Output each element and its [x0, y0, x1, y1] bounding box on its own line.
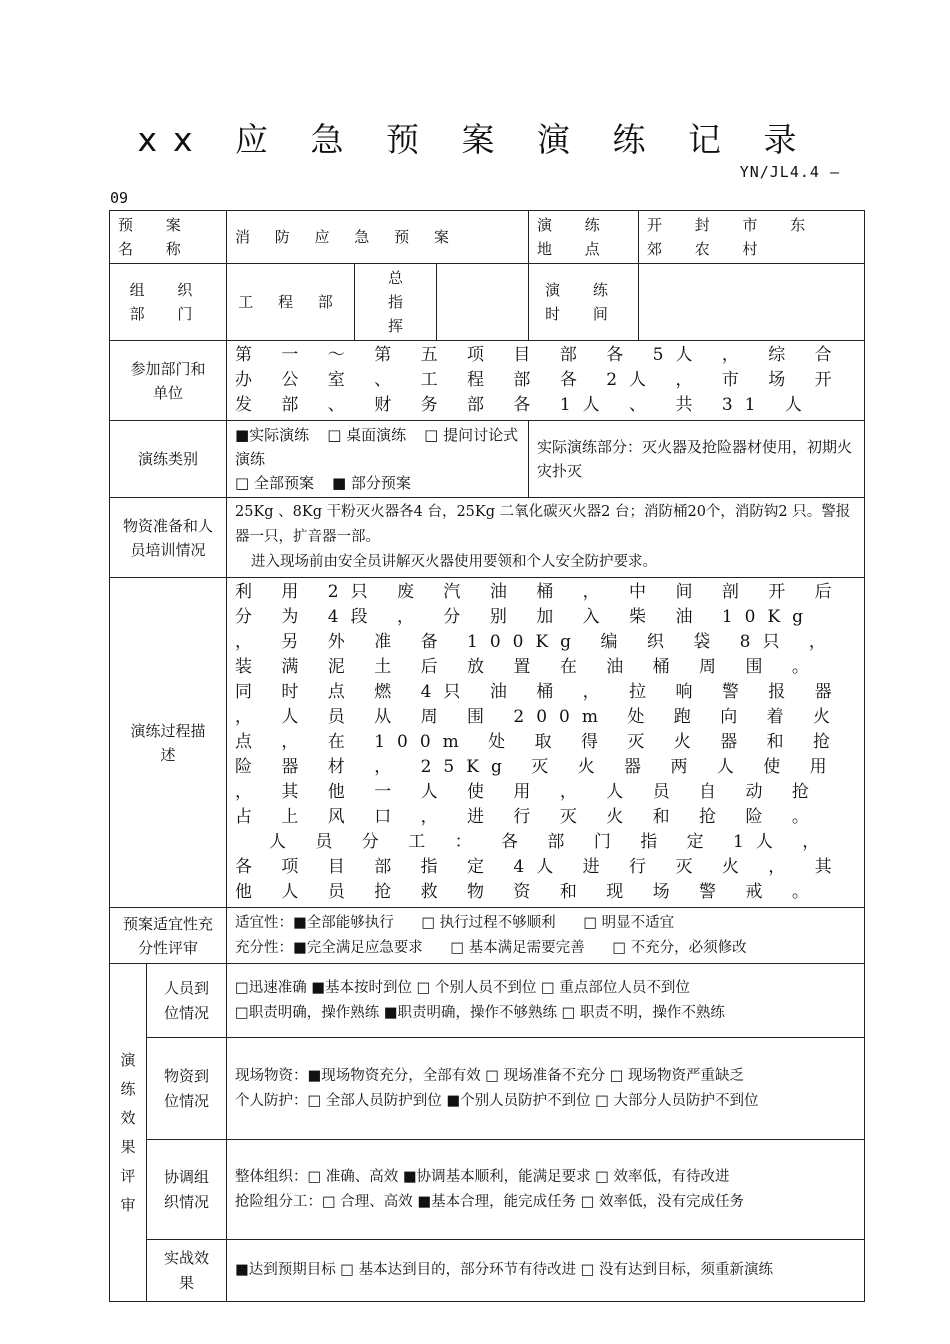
drill-type-detail: 实际演练部分：灭火器及抢险器材使用，初期火灾扑灭: [529, 421, 865, 498]
participants-value: 第 一 ～ 第 五 项 目 部 各 5人 ， 综 合 办 公 室 、 工 程 部 各 2人 ， 市 场 开 发 部 、 财 务 部 各 1人 、 共 31 人: [227, 341, 865, 421]
drill-time-label: 演 练 时 间: [529, 264, 639, 341]
participants-label: 参加部门和单位: [110, 341, 227, 421]
training-line: 进入现场前由安全员讲解灭火器使用要领和个人安全防护要求。: [251, 554, 657, 570]
document-title: xx 应 急 预 案 演 练 记 录: [137, 120, 813, 159]
drill-time-value: [639, 264, 865, 341]
personnel-label: 人员到位情况: [147, 964, 227, 1038]
option-discussion-drill: □ 提问讨论式演练: [235, 426, 519, 468]
commander-label: 总 指 挥: [355, 264, 437, 341]
org-dept-label: 组 织 部 门: [110, 264, 227, 341]
process-label: 演练过程描述: [110, 578, 227, 908]
materials-line: 25Kg 、8Kg 干粉灭火器各4 台，25Kg 二氧化碳灭火器2 台；消防桶20个，消防钩2 只。警报器一只，扩音器一部。: [235, 504, 851, 545]
drill-type-label: 演练类别: [110, 421, 227, 498]
plan-name-value: 消 防 应 急 预 案: [227, 211, 529, 264]
document-number-suffix: 09: [110, 189, 129, 207]
coordination-line-2: 抢险组分工：□ 合理、高效 ■基本合理，能完成任务 □ 效率低，没有完成任务: [235, 1193, 745, 1210]
effect-value: ■达到预期目标 □ 基本达到目的，部分环节有待改进 □ 没有达到目标，须重新演练: [227, 1240, 865, 1302]
drill-type-options: [227, 421, 529, 498]
effect-eval-label: 演 练 效 果 评 审: [110, 964, 147, 1302]
materials-training-label: 物资准备和人员培训情况: [110, 498, 227, 578]
option-partial-plan: ■ 部分预案: [331, 474, 411, 492]
document-number: YN/JL4.4 —: [739, 163, 840, 181]
process-paragraph-1: 利 用 2只 废 汽 油 桶 ， 中 间 剖 开 后 分 为 4段 ， 分 别 加 入 柴 油 10Kg ， 另 外 准 备 100Kg 编 织 袋 8只 ， 装 满 泥 土 后 放 置 在 油 桶 周 围 。 同 时 点 燃 4只 油 桶 ， 拉 响 警 报 器 ， 人 员 从 周 围 200m 处 跑 向 着 火 点 ， 在 100m 处 取 得 灭 火 器 和 抢 险 器 材 ， 25Kg 灭 火 器 两 人 使 用 ， 其 他 一 人 使 用 ， 人 员 自 动 抢 占 上 风 口 ， 进 行 灭 火 和 抢 险 。: [235, 582, 844, 827]
materials-value: [227, 1038, 865, 1140]
suitability-value: [227, 908, 865, 964]
coordination-label: 协调组织情况: [147, 1140, 227, 1240]
materials-training-value: [227, 498, 865, 578]
effect-label: 实战效果: [147, 1240, 227, 1302]
process-paragraph-2: 人 员 分 工 ： 各 部 门 指 定 1人 ， 各 项 目 部 指 定 4人 进 行 灭 火 ， 其 他 人 员 抢 救 物 资 和 现 场 警 戒 。: [235, 832, 844, 902]
commander-value: [437, 264, 529, 341]
materials-line-1: 现场物资：■现场物资充分，全部有效 □ 现场准备不充分 □ 现场物资严重缺乏: [235, 1067, 745, 1084]
personnel-line-1: □迅速准确 ■基本按时到位 □ 个别人员不到位 □ 重点部位人员不到位: [235, 979, 690, 996]
option-full-plan: □ 全部预案: [235, 474, 314, 492]
materials-label: 物资到位情况: [147, 1038, 227, 1140]
option-actual-drill: ■实际演练: [235, 426, 310, 444]
location-value: 开 封 市 东 郊 农 村: [639, 211, 865, 264]
option-tabletop-drill: □ 桌面演练: [327, 426, 407, 444]
coordination-line-1: 整体组织：□ 准确、高效 ■协调基本顺利，能满足要求 □ 效率低，有待改进: [235, 1168, 730, 1185]
materials-line-2: 个人防护：□ 全部人员防护到位 ■个别人员防护不到位 □ 大部分人员防护不到位: [235, 1092, 759, 1109]
process-description: [227, 578, 865, 908]
drill-record-table: [109, 210, 865, 1302]
personnel-line-2: □职责明确，操作熟练 ■职责明确，操作不够熟练 □ 职责不明，操作不熟练: [235, 1004, 725, 1021]
location-label: 演 练 地 点: [529, 211, 639, 264]
suitability-label: 预案适宜性充分性评审: [110, 908, 227, 964]
org-dept-value: 工 程 部: [227, 264, 355, 341]
coordination-value: [227, 1140, 865, 1240]
adequacy-line: 充分性：■完全满足应急要求 □ 基本满足需要完善 □ 不充分，必须修改: [235, 939, 747, 956]
suitability-line: 适宜性：■全部能够执行 □ 执行过程不够顺利 □ 明显不适宜: [235, 914, 675, 931]
personnel-value: [227, 964, 865, 1038]
plan-name-label: 预 案 名 称: [110, 211, 227, 264]
